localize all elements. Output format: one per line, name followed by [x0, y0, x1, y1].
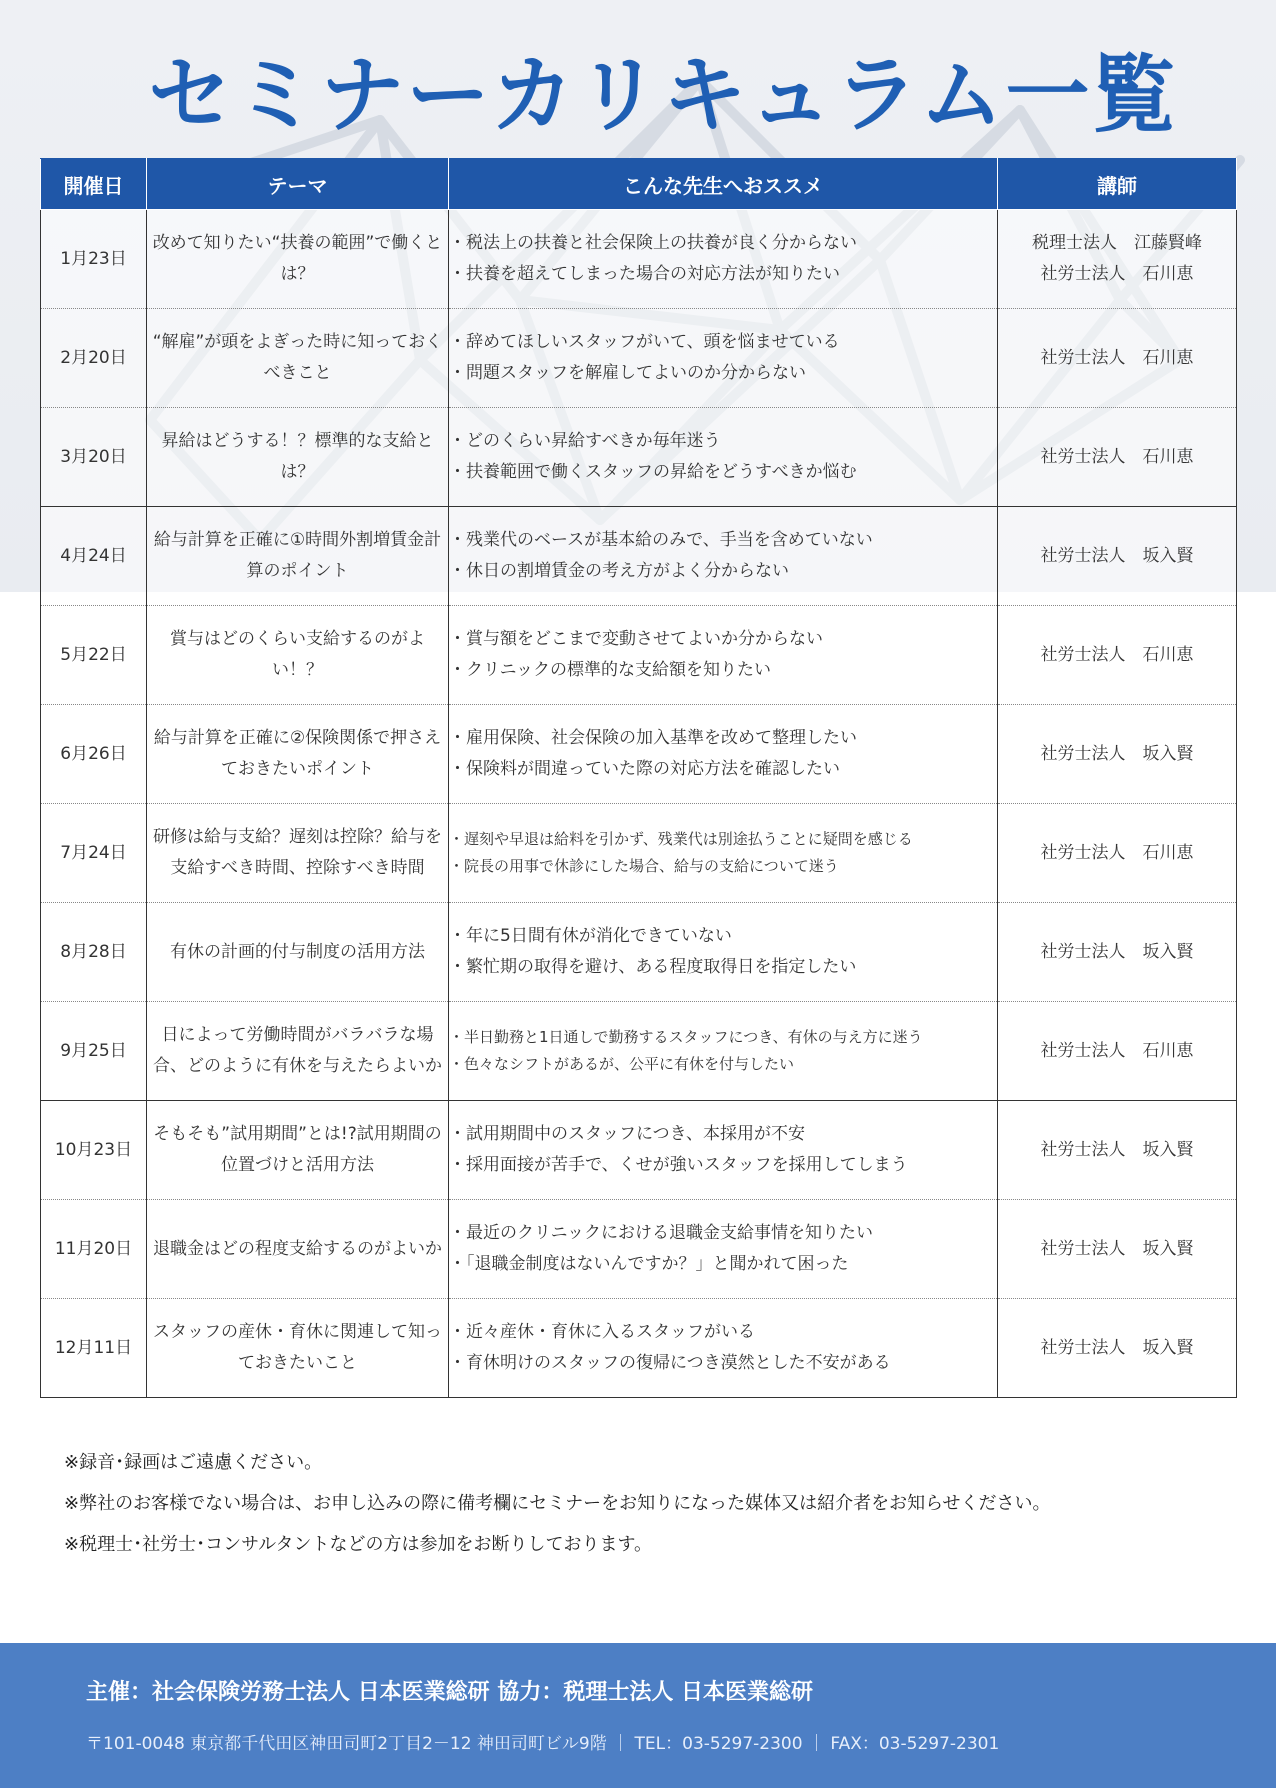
- recommendation-line: ・残業代のベースが基本給のみで、手当を含めていない: [449, 530, 873, 551]
- recommendation-line: ・クリニックの標準的な支給額を知りたい: [449, 660, 771, 680]
- session-recommendation: [449, 804, 998, 903]
- session-instructor: [998, 1002, 1237, 1101]
- session-date: 9月25日: [41, 1002, 147, 1101]
- table-header-row: [41, 159, 1237, 210]
- session-recommendation: [449, 309, 998, 408]
- session-recommendation: [449, 1101, 998, 1200]
- instructor-name: 社労士法人 石川恵: [1040, 644, 1194, 665]
- recommendation-line: ・繁忙期の取得を避け、ある程度取得日を指定したい: [449, 957, 857, 977]
- session-instructor: [998, 1200, 1237, 1299]
- instructor-name: 社労士法人 坂入賢: [1040, 743, 1194, 764]
- instructor-name: 社労士法人 石川恵: [1040, 264, 1194, 284]
- table-row: [41, 1200, 1237, 1299]
- session-date: 6月26日: [41, 705, 147, 804]
- recommendation-line: ・色々なシフトがあるが、公平に有休を付与したい: [449, 1055, 795, 1073]
- session-theme: 研修は給与支給？遅刻は控除？給与を支給すべき時間、控除すべき時間: [147, 804, 449, 903]
- recommendation-line: ・遅刻や早退は給料を引かず、残業代は別途払うことに疑問を感じる: [449, 830, 913, 848]
- session-date: 11月20日: [41, 1200, 147, 1299]
- session-instructor: [998, 1101, 1237, 1200]
- session-date: 3月20日: [41, 408, 147, 507]
- session-date: 1月23日: [41, 210, 147, 309]
- table-row: [41, 606, 1237, 705]
- recommendation-line: ・賞与額をどこまで変動させてよいか分からない: [449, 629, 823, 650]
- session-theme: 改めて知りたい“扶養の範囲”で働くとは？: [147, 210, 449, 309]
- session-instructor: [998, 507, 1237, 606]
- session-theme: スタッフの産休・育休に関連して知っておきたいこと: [147, 1299, 449, 1398]
- table-row: [41, 1299, 1237, 1398]
- table-row: [41, 210, 1237, 309]
- recommendation-line: ・どのくらい昇給すべきか毎年迷う: [449, 431, 721, 452]
- note-line: ※弊社のお客様でない場合は、お申し込みの際に備考欄にセミナーをお知りになった媒体又は紹介者をお知らせください。: [64, 1493, 1051, 1514]
- session-recommendation: [449, 903, 998, 1002]
- instructor-name: 社労士法人 石川恵: [1040, 347, 1194, 368]
- session-instructor: [998, 804, 1237, 903]
- session-recommendation: [449, 1299, 998, 1398]
- recommendation-line: ・保険料が間違っていた際の対応方法を確認したい: [449, 759, 840, 779]
- notes-section: [64, 1442, 1244, 1565]
- instructor-name: 税理士法人 江藤賢峰: [1032, 233, 1202, 254]
- recommendation-line: ・育休明けのスタッフの復帰につき漠然とした不安がある: [449, 1353, 891, 1373]
- instructor-name: 社労士法人 石川恵: [1040, 842, 1194, 863]
- recommendation-line: ・問題スタッフを解雇してよいのか分からない: [449, 363, 806, 383]
- session-recommendation: [449, 1200, 998, 1299]
- session-recommendation: [449, 606, 998, 705]
- session-theme: 給与計算を正確に①時間外割増賃金計算のポイント: [147, 507, 449, 606]
- session-date: 7月24日: [41, 804, 147, 903]
- session-theme: 日によって労働時間がバラバラな場合、どのように有休を与えたらよいか: [147, 1002, 449, 1101]
- instructor-name: 社労士法人 石川恵: [1040, 1040, 1194, 1061]
- session-theme: 有休の計画的付与制度の活用方法: [147, 903, 449, 1002]
- session-date: 4月24日: [41, 507, 147, 606]
- table-row: [41, 309, 1237, 408]
- recommendation-line: ・年に5日間有休が消化できていない: [449, 926, 732, 947]
- instructor-name: 社労士法人 石川恵: [1040, 446, 1194, 467]
- table-row: [41, 507, 1237, 606]
- table-row: [41, 705, 1237, 804]
- instructor-name: 社労士法人 坂入賢: [1040, 1139, 1194, 1160]
- header-theme: テーマ: [147, 159, 449, 210]
- table-row: [41, 903, 1237, 1002]
- session-instructor: [998, 903, 1237, 1002]
- footer-band: [0, 1643, 1276, 1788]
- session-recommendation: [449, 1002, 998, 1101]
- recommendation-line: ・試用期間中のスタッフにつき、本採用が不安: [449, 1124, 805, 1145]
- session-theme: 給与計算を正確に②保険関係で押さえておきたいポイント: [147, 705, 449, 804]
- recommendation-line: ・院長の用事で休診にした場合、給与の支給について迷う: [449, 857, 839, 875]
- recommendation-line: ・扶養を超えてしまった場合の対応方法が知りたい: [449, 264, 840, 284]
- session-date: 12月11日: [41, 1299, 147, 1398]
- session-date: 8月28日: [41, 903, 147, 1002]
- note-line: ※録音･録画はご遠慮ください。: [64, 1452, 323, 1473]
- session-recommendation: [449, 210, 998, 309]
- table-row: [41, 804, 1237, 903]
- session-theme: “解雇”が頭をよぎった時に知っておくべきこと: [147, 309, 449, 408]
- recommendation-line: ・扶養範囲で働くスタッフの昇給をどうすべきか悩む: [449, 462, 857, 482]
- table-row: [41, 1002, 1237, 1101]
- instructor-name: 社労士法人 坂入賢: [1040, 941, 1194, 962]
- recommendation-line: ・税法上の扶養と社会保険上の扶養が良く分からない: [449, 233, 857, 254]
- recommendation-line: ・雇用保険、社会保険の加入基準を改めて整理したい: [449, 728, 857, 749]
- session-theme: そもそも”試用期間”とは!?試用期間の位置づけと活用方法: [147, 1101, 449, 1200]
- session-theme: 昇給はどうする！？標準的な支給とは？: [147, 408, 449, 507]
- header-recommendation: こんな先生へおススメ: [449, 159, 998, 210]
- recommendation-line: ・近々産休・育休に入るスタッフがいる: [449, 1322, 755, 1343]
- contact-address: 〒101-0048 東京都千代田区神田司町2丁目2－12 神田司町ビル9階 ｜ TEL：03-5297-2300 ｜ FAX：03-5297-2301: [86, 1734, 1000, 1754]
- session-instructor: [998, 606, 1237, 705]
- session-date: 2月20日: [41, 309, 147, 408]
- session-date: 5月22日: [41, 606, 147, 705]
- session-instructor: [998, 408, 1237, 507]
- note-line: ※税理士･社労士･コンサルタントなどの方は参加をお断りしております。: [64, 1534, 653, 1555]
- recommendation-line: ・「退職金制度はないんですか？」と聞かれて困った: [449, 1254, 849, 1274]
- recommendation-line: ・辞めてほしいスタッフがいて、頭を悩ませている: [449, 332, 840, 353]
- session-recommendation: [449, 408, 998, 507]
- session-theme: 退職金はどの程度支給するのがよいか: [147, 1200, 449, 1299]
- session-instructor: [998, 1299, 1237, 1398]
- header-instructor: 講師: [998, 159, 1237, 210]
- session-instructor: [998, 309, 1237, 408]
- recommendation-line: ・半日勤務と1日通しで勤務するスタッフにつき、有休の与え方に迷う: [449, 1028, 923, 1046]
- curriculum-table: [40, 158, 1237, 1398]
- instructor-name: 社労士法人 坂入賢: [1040, 545, 1194, 566]
- session-theme: 賞与はどのくらい支給するのがよい！？: [147, 606, 449, 705]
- instructor-name: 社労士法人 坂入賢: [1040, 1238, 1194, 1259]
- session-date: 10月23日: [41, 1101, 147, 1200]
- recommendation-line: ・最近のクリニックにおける退職金支給事情を知りたい: [449, 1223, 873, 1244]
- session-instructor: [998, 210, 1237, 309]
- recommendation-line: ・採用面接が苦手で、くせが強いスタッフを採用してしまう: [449, 1155, 908, 1175]
- table-row: [41, 1101, 1237, 1200]
- page-title: セミナーカリキュラム一覧: [148, 46, 1178, 144]
- sponsor-text: 主催：社会保険労務士法人 日本医業総研 協力：税理士法人 日本医業総研: [86, 1680, 813, 1705]
- table-row: [41, 408, 1237, 507]
- session-recommendation: [449, 705, 998, 804]
- session-instructor: [998, 705, 1237, 804]
- session-recommendation: [449, 507, 998, 606]
- header-date: 開催日: [41, 159, 147, 210]
- recommendation-line: ・休日の割増賃金の考え方がよく分からない: [449, 561, 789, 581]
- instructor-name: 社労士法人 坂入賢: [1040, 1337, 1194, 1358]
